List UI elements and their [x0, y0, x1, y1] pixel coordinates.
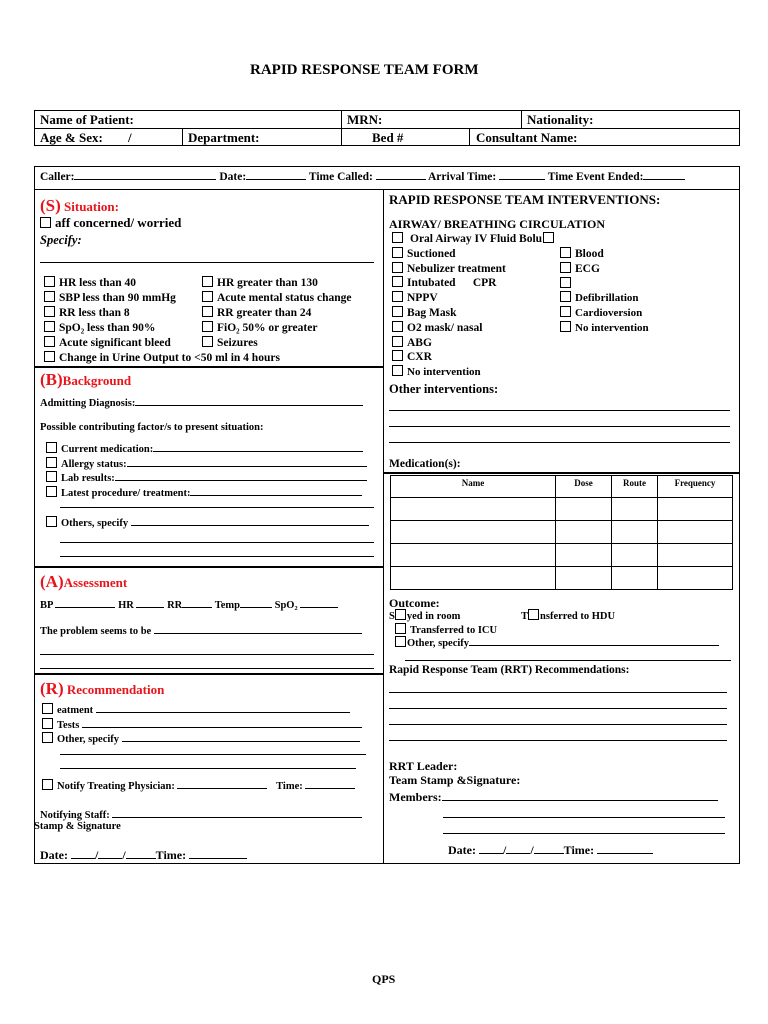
problem-field[interactable] — [154, 624, 362, 634]
outcome-label: Outcome: — [389, 596, 440, 610]
date-label: Date: — [219, 171, 247, 183]
admitting-diagnosis-row — [40, 396, 363, 409]
latest-procedure-row[interactable]: Latest procedure/ treatment: — [46, 486, 367, 501]
time-ended-field[interactable] — [643, 170, 685, 180]
criteria-item[interactable]: Acute significant bleed — [44, 336, 280, 351]
table-row[interactable] — [391, 521, 733, 544]
department-label: Department: — [188, 130, 260, 145]
table-row[interactable] — [391, 544, 733, 567]
med-col-route: Route — [612, 476, 658, 498]
other-interventions-line[interactable] — [389, 410, 730, 411]
interventions-subheading: AIRWAY/ BREATHING CIRCULATION — [389, 217, 606, 231]
interventions-left-list — [392, 232, 558, 380]
rec-date-row: Date: / / Time: — [40, 848, 247, 863]
recommendation-items — [42, 703, 362, 747]
situation-title: Situation: — [64, 199, 119, 214]
footer-qps: QPS — [372, 972, 396, 986]
admitting-diagnosis-label: Admitting Diagnosis: — [40, 398, 136, 409]
background-letter: (B) — [40, 370, 63, 389]
bp-field[interactable] — [55, 598, 115, 608]
interventions-heading: RAPID RESPONSE TEAM INTERVENTIONS: — [389, 192, 661, 207]
intervention-item[interactable]: Oral Airway IV Fluid Bolu — [392, 232, 558, 247]
caller-label: Caller: — [40, 171, 75, 183]
bed-label: Bed # — [372, 130, 404, 145]
consultant-label: Consultant Name: — [476, 130, 578, 145]
medication-table — [390, 475, 733, 590]
assessment-title: Assessment — [63, 575, 128, 590]
other-interventions-label: Other interventions: — [389, 382, 499, 396]
notifying-staff-field[interactable] — [112, 808, 362, 818]
hr-label: HR — [118, 600, 134, 611]
criteria-item[interactable]: HR greater than 130 — [202, 276, 351, 291]
temp-field[interactable] — [240, 598, 272, 608]
rrt-recommendations-line[interactable] — [389, 692, 727, 693]
age-sex-label: Age & Sex: — [40, 130, 103, 145]
current-medication-row[interactable]: Current medication: — [46, 442, 367, 457]
rrt-leader-label: RRT Leader: — [389, 759, 458, 773]
vitals-row — [40, 598, 338, 611]
spo2-label: SpO₂ — [274, 600, 298, 611]
caller-row — [40, 170, 685, 183]
table-row[interactable] — [391, 567, 733, 590]
med-col-name: Name — [391, 476, 556, 498]
other-specify-row[interactable]: Other, specify — [42, 732, 362, 747]
caller-field[interactable] — [74, 170, 216, 180]
mrn-label: MRN: — [347, 112, 383, 127]
intervention-item[interactable]: Bag Mask — [392, 306, 558, 321]
problem-row — [40, 624, 362, 637]
stamp-signature-label: Stamp & Signature — [34, 821, 121, 832]
background-title: Background — [62, 373, 132, 388]
med-col-dose: Dose — [556, 476, 612, 498]
medications-label: Medication(s): — [389, 458, 461, 470]
problem-label: The problem seems to be — [40, 626, 152, 637]
specify-label: Specify: — [40, 233, 82, 247]
specify-line[interactable] — [40, 262, 374, 263]
allergy-status-row[interactable]: Allergy status: — [46, 457, 367, 472]
criteria-item[interactable]: Acute mental status change — [202, 291, 351, 306]
outcome-other-row[interactable]: Other, specify — [395, 636, 719, 649]
intervention-item[interactable]: Defibrillation — [560, 291, 649, 306]
time-ended-label: Time Event Ended: — [547, 171, 644, 183]
intervention-item[interactable]: Intubated CPR — [392, 276, 558, 291]
criteria-item[interactable]: RR less than 8 — [44, 306, 280, 321]
table-row[interactable] — [391, 498, 733, 521]
background-items — [46, 442, 367, 500]
transferred-hdu-row[interactable]: T nsferred to HDU — [521, 611, 616, 622]
criteria-item[interactable]: FiO₂ 50% or greater — [202, 321, 351, 336]
recommendation-title: Recommendation — [66, 682, 165, 697]
assessment-letter: (A) — [40, 572, 64, 591]
intervention-item[interactable]: CXR — [392, 350, 558, 365]
nationality-label: Nationality: — [527, 112, 594, 127]
rr-label: RR — [167, 600, 183, 611]
arrival-time-field[interactable] — [499, 170, 545, 180]
temp-label: Temp — [214, 600, 240, 611]
recommendation-letter: (R) — [40, 679, 64, 698]
assessment-heading — [40, 572, 127, 592]
lab-results-row[interactable]: Lab results: — [46, 471, 367, 486]
notifying-staff-label: Notifying Staff: — [40, 810, 110, 821]
staff-concerned-checkbox[interactable] — [40, 217, 51, 228]
transferred-icu-row[interactable]: Transferred to ICU — [395, 623, 497, 636]
staff-concerned-label: aff concerned/ worried — [55, 215, 182, 230]
hr-field[interactable] — [136, 598, 164, 608]
time-called-label: Time Called: — [308, 171, 373, 183]
criteria-item[interactable]: SpO₂ less than 90% — [44, 321, 280, 336]
intervention-item[interactable]: ABG — [392, 336, 558, 351]
intervention-item[interactable]: ECG — [560, 262, 649, 277]
intervention-item[interactable]: No intervention — [392, 365, 558, 380]
admitting-diagnosis-field[interactable] — [135, 396, 363, 406]
criteria-item[interactable]: HR less than 40 — [44, 276, 280, 291]
members-label: Members: — [389, 790, 442, 804]
possible-factors-label: Possible contributing factor/s to present situation: — [40, 422, 264, 433]
intervention-item[interactable]: Suctioned — [392, 247, 558, 262]
rrt-date-row: Date: / / Time: — [448, 843, 653, 858]
arrival-time-label: Arrival Time: — [427, 171, 497, 183]
stayed-in-room-row[interactable]: S yed in room — [389, 611, 461, 622]
rr-field[interactable] — [182, 598, 212, 608]
intervention-item[interactable]: O2 mask/ nasal — [392, 321, 558, 336]
rrt-recommendations-label: Rapid Response Team (RRT) Recommendations: — [389, 664, 630, 676]
criteria-item[interactable]: RR greater than 24 — [202, 306, 351, 321]
intervention-item[interactable]: Blood — [560, 247, 649, 262]
tests-row[interactable]: Tests — [42, 718, 362, 733]
intervention-item[interactable]: Nebulizer treatment — [392, 262, 558, 277]
form-title: RAPID RESPONSE TEAM FORM — [250, 62, 479, 78]
situation-heading — [40, 196, 119, 216]
time-called-field[interactable] — [376, 170, 426, 180]
intervention-item[interactable]: No intervention — [560, 321, 649, 336]
bp-label: BP — [40, 600, 53, 611]
criteria-item[interactable]: Change in Urine Output to <50 ml in 4 hours — [44, 351, 280, 366]
patient-name-label: Name of Patient: — [40, 112, 134, 127]
intervention-item[interactable]: Cardioversion — [560, 306, 649, 321]
background-heading — [40, 370, 131, 390]
team-stamp-label: Team Stamp &Signature: — [389, 773, 521, 787]
criteria-item[interactable]: Seizures — [202, 336, 351, 351]
members-field[interactable] — [442, 791, 718, 801]
notify-physician-row[interactable]: Notify Treating Physician: Time: — [42, 779, 355, 792]
others-specify-row[interactable]: Others, specify — [46, 516, 369, 529]
criteria-right-list — [202, 276, 351, 351]
treatment-row[interactable]: eatment — [42, 703, 362, 718]
staff-concerned-row — [40, 215, 181, 231]
med-col-frequency: Frequency — [658, 476, 733, 498]
age-sex-slash: / — [128, 130, 132, 145]
intervention-item[interactable]: NPPV — [392, 291, 558, 306]
criteria-item[interactable]: SBP less than 90 mmHg — [44, 291, 280, 306]
date-field[interactable] — [246, 170, 306, 180]
intervention-item[interactable] — [560, 277, 649, 292]
situation-letter: (S) — [40, 196, 61, 215]
members-row — [389, 790, 718, 805]
recommendation-heading — [40, 679, 164, 699]
notifying-staff-row — [40, 808, 362, 821]
spo2-field[interactable] — [300, 598, 338, 608]
interventions-right-list — [560, 247, 649, 336]
